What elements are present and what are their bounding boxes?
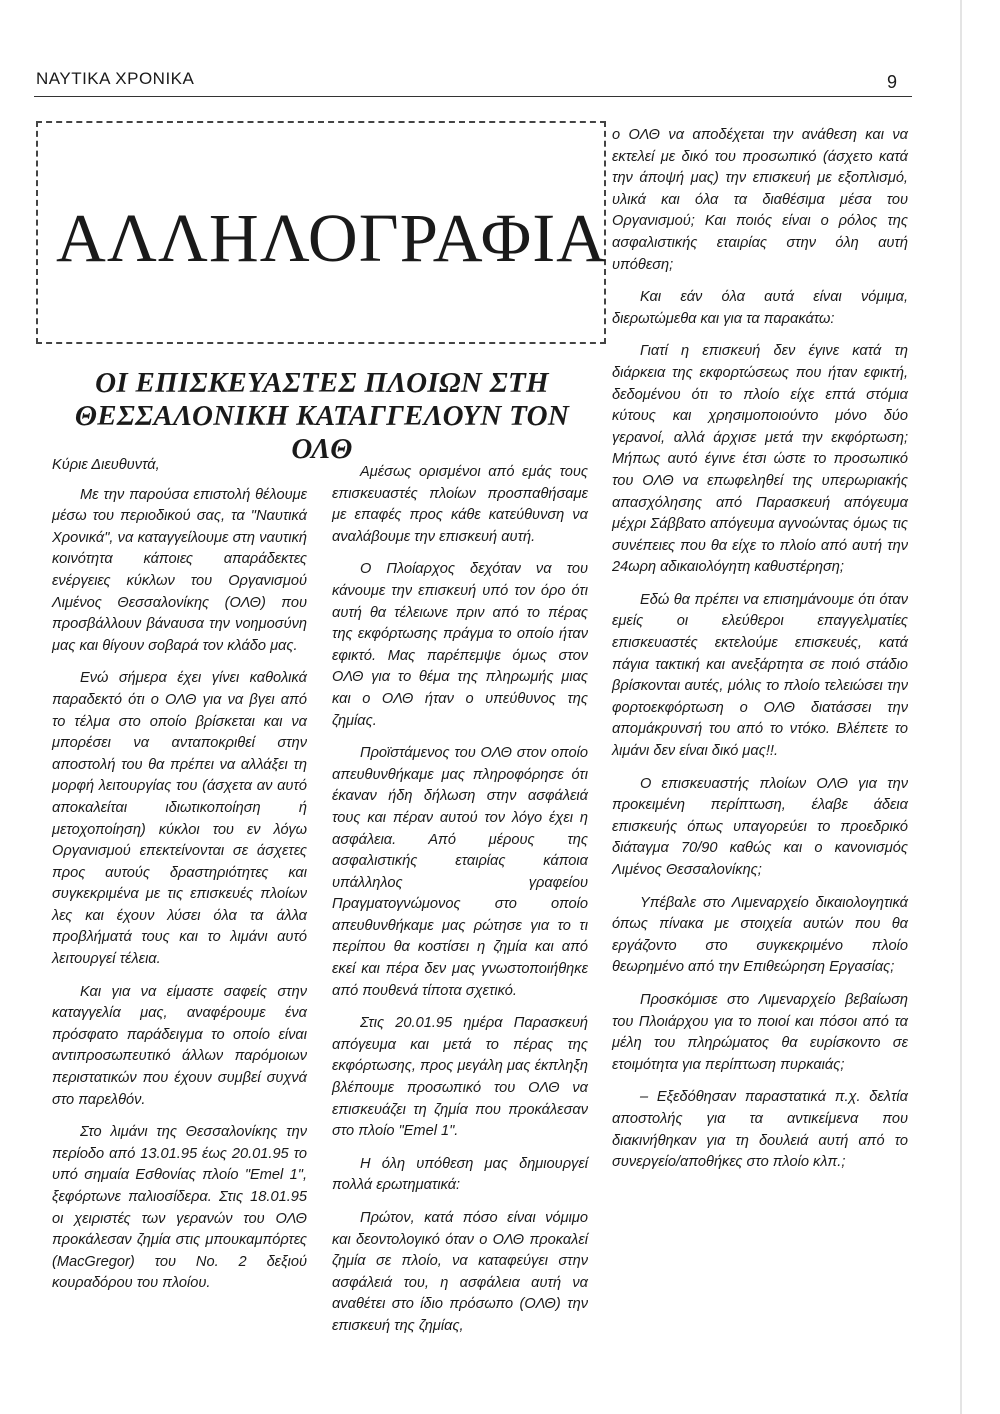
headline-line-1: ΟΙ ΕΠΙΣΚΕΥΑΣΤΕΣ ΠΛΟΙΩΝ ΣΤΗ (95, 367, 549, 399)
headline-line-2: ΘΕΣΣΑΛΟΝΙΚΗ ΚΑΤΑΓΓΕΛΟΥΝ ΤΟΝ ΟΛΘ (74, 400, 570, 465)
paragraph: Πρώτον, κατά πόσο είναι νόμιμο και δεοντολογικό όταν ο ΟΛΘ προκαλεί ζημία σε πλοίο, να καταφεύγει στην ασφάλειά του, η ασφάλεια αυτή να αναθέτει στο ίδιο πρόσωπο (ΟΛΘ) την επισκευή της ζημίας, (332, 1210, 588, 1334)
paragraph: Αμέσως ορισμένοι από εμάς τους επισκευαστές πλοίων προσπαθήσαμε με επαφές προς κάθε κατεύθυνση να αναλάβουμε την επισκευή αυτή. (332, 464, 588, 545)
paragraph: Εδώ θα πρέπει να επισημάνουμε ότι όταν εμείς οι ελεύθεροι επαγγελματίες επισκευαστές εκτελούμε επισκευές, κατά πάγια τακτική και ανεξάρτητα σε ποιό στάδιο βρίσκονται αυτές, μόλις το πλοίο τελειώσει την φορτοεκφόρτωση ο ΟΛΘ διατάσσει την απομάκρυνσή του από το ντόκο. Βλέπετε το λιμάνι δεν είναι δικό μας!!. (612, 591, 908, 760)
salutation: Κύριε Διευθυντά, (52, 457, 160, 473)
paragraph: Προϊστάμενος του ΟΛΘ στον οποίο απευθυνθήκαμε μας πληροφόρησε ότι έκαναν ήδη δήλωση στην ασφάλειά τους και πέραν αυτού τον λόγο έχει η ασφάλεια. Από μέρους της ασφαλιστικής εταιρίας κάποια υπάλληλος γραφείου Πραγματογνώμονος στο οποίο απευθυνθήκαμε μας ρώτησε για το τι περίπου θα κοστίσει η ζημία και από εκεί και πέρα δεν μας γνωστοποιήθηκε από πουθενά τίποτα σχετικό. (332, 745, 588, 999)
publication-name: ΝΑΥΤΙΚΑ ΧΡΟΝΙΚΑ (36, 69, 195, 88)
paragraph: – Εξεδόθησαν παραστατικά π.χ. δελτία αποστολής για τα αντικείμενα που διακινήθηκαν για τη δουλειά αυτή από το συνεργείο/αποθήκες στο πλοίο κλπ.; (612, 1089, 908, 1171)
paragraph: Γιατί η επισκευή δεν έγινε κατά τη διάρκεια της εκφορτώσεως που ήταν εφικτή, δεδομένου ότι το πλοίο είχε επτά στόμια κύτους και χρησιμοποιούντο μόνο δύο γερανοί, αλλά άρχισε μετά την εκφόρτωση; Μήπως αυτό έγινε έτσι ώστε το προσωπικό του ΟΛΘ να επωφεληθεί της υπερωριακής απασχόλησης από Παρασκευή απόγευμα μέχρι Σάββατο απόγευμα αγνοώντας όμως τις συνέπειες που θα είχε το πλοίο από αυτή την 24ωρη αδικαιολόγητη καθυστέρηση; (612, 343, 908, 576)
paragraph: Στις 20.01.95 ημέρα Παρασκευή απόγευμα και μετά το πέρας της εκφόρτωσης, προς μεγάλη μας έκπληξη βλέπουμε προσωπικό του ΟΛΘ να επισκευάζει τη ζημία που προκάλεσαν στο πλοίο "Emel 1". (332, 1015, 588, 1140)
paragraph: Με την παρούσα επιστολή θέλουμε μέσω του περιοδικού σας, τα "Ναυτικά Χρονικά", να καταγγείλουμε στη ναυτική κοινότητα κάποιες απαράδεκτες ενέργειες κύκλων του Οργανισμού Λιμένος Θεσσαλονίκης (ΟΛΘ) που προσβάλλουν βάναυσα την νοημοσύνη μας και θίγουν σοβαρά τον κλάδο μας. (52, 486, 307, 654)
paragraph: Και για να είμαστε σαφείς στην καταγγελία μας, αναφέρουμε ένα πρόσφατο παράδειγμα το οποίο είναι αντιπροσωπευτικό άλλων παρόμοιων περιστατικών που έχουν συμβεί συχνά στο παρελθόν. (52, 983, 307, 1108)
article-headline (52, 367, 592, 466)
paragraph: Ενώ σήμερα έχει γίνει καθολικά παραδεκτό ότι ο ΟΛΘ για να βγει από το τέλμα στο οποίο βρίσκεται και να μπορέσει να ανταποκριθεί στην αποστολή του θα πρέπει να αλλάξει τη μορφή λειτουργίας του (άσχετα αν αυτό αποκαλείται ιδιωτικοποίηση ή μετοχοποίηση) κύκλοι του εν λόγω Οργανισμού επεκτείνονται σε άσχετες προς αυτούς δραστηριότητες και συγκεκριμένα με τις επισκευές πλοίων λες και έχουν λύσει όλα τα άλλα προβλήματά τους και το λιμάνι αυτό λειτουργεί τέλεια. (52, 670, 307, 968)
header-rule (34, 96, 912, 97)
scan-edge-line (960, 0, 962, 1414)
article-column-1 (52, 455, 307, 1306)
paragraph: Και εάν όλα αυτά είναι νόμιμα, διερωτώμεθα και για τα παρακάτω: (612, 289, 908, 327)
page-number: 9 (887, 72, 898, 92)
paragraph: Υπέβαλε στο Λιμεναρχείο δικαιολογητικά όπως πίνακα με στοιχεία αυτών που θα εργάζοντο στο συγκεκριμένο πλοίο θεωρημένο από την Επιθεώρηση Εργασίας; (612, 894, 908, 976)
article-column-3 (612, 125, 908, 1185)
paragraph: Ο επισκευαστής πλοίων ΟΛΘ για την προκειμένη περίπτωση, έλαβε άδεια επισκευής όπως υπαγορεύει το προεδρικό διάταγμα 70/90 καθώς και ο κανονισμός Λιμένος Θεσσαλονίκης; (612, 775, 908, 878)
paragraph: Προσκόμισε στο Λιμεναρχείο βεβαίωση του Πλοιάρχου για το ποιοί και πόσοι από τα μέλη του πληρώματος θα ευρίσκοντο σε ετοιμότητα για περίπτωση πυρκαιάς; (612, 991, 908, 1073)
article-column-2 (332, 462, 588, 1349)
paragraph: ο ΟΛΘ να αποδέχεται την ανάθεση και να εκτελεί με δικό του προσωπικό (άσχετο κατά την άποψή μας) την επισκευή με εξοπλισμό, υλικά και όλα τα διαθέσιμα μέσα του Οργανισμού; Και ποιός είναι ο ρόλος της ασφαλιστικής εταιρίας στην όλη αυτή υπόθεση; (612, 127, 908, 273)
paragraph: Η όλη υπόθεση μας δημιουργεί πολλά ερωτηματικά: (332, 1155, 588, 1194)
paragraph: Στο λιμάνι της Θεσσαλονίκης την περίοδο από 13.01.95 έως 20.01.95 το υπό σημαία Εσθονίας πλοίο "Emel 1", ξεφόρτωνε παλιοσίδερα. Στις 18.01.95 οι χειριστές των γερανών του ΟΛΘ προκάλεσαν ζημία στις μπουκαμπόρτες (MacGregor) του Νο. 2 δεξιού κουραδόρου του πλοίου. (52, 1124, 307, 1292)
section-title: ΑΛΛΗΛΟΓΡΑΦΙΑ (56, 200, 607, 276)
paragraph: Ο Πλοίαρχος δεχόταν να του κάνουμε την επισκευή υπό τον όρο ότι αυτή θα τέλειωνε πριν από το πέρας της εκφόρτωσης πράγμα το οποίο ήταν εφικτό. Μας παρέπεμψε όμως στον ΟΛΘ για το θέμα της πληρωμής μιας και ο ΟΛΘ ήταν ο υπεύθυνος της ζημίας. (332, 561, 588, 729)
